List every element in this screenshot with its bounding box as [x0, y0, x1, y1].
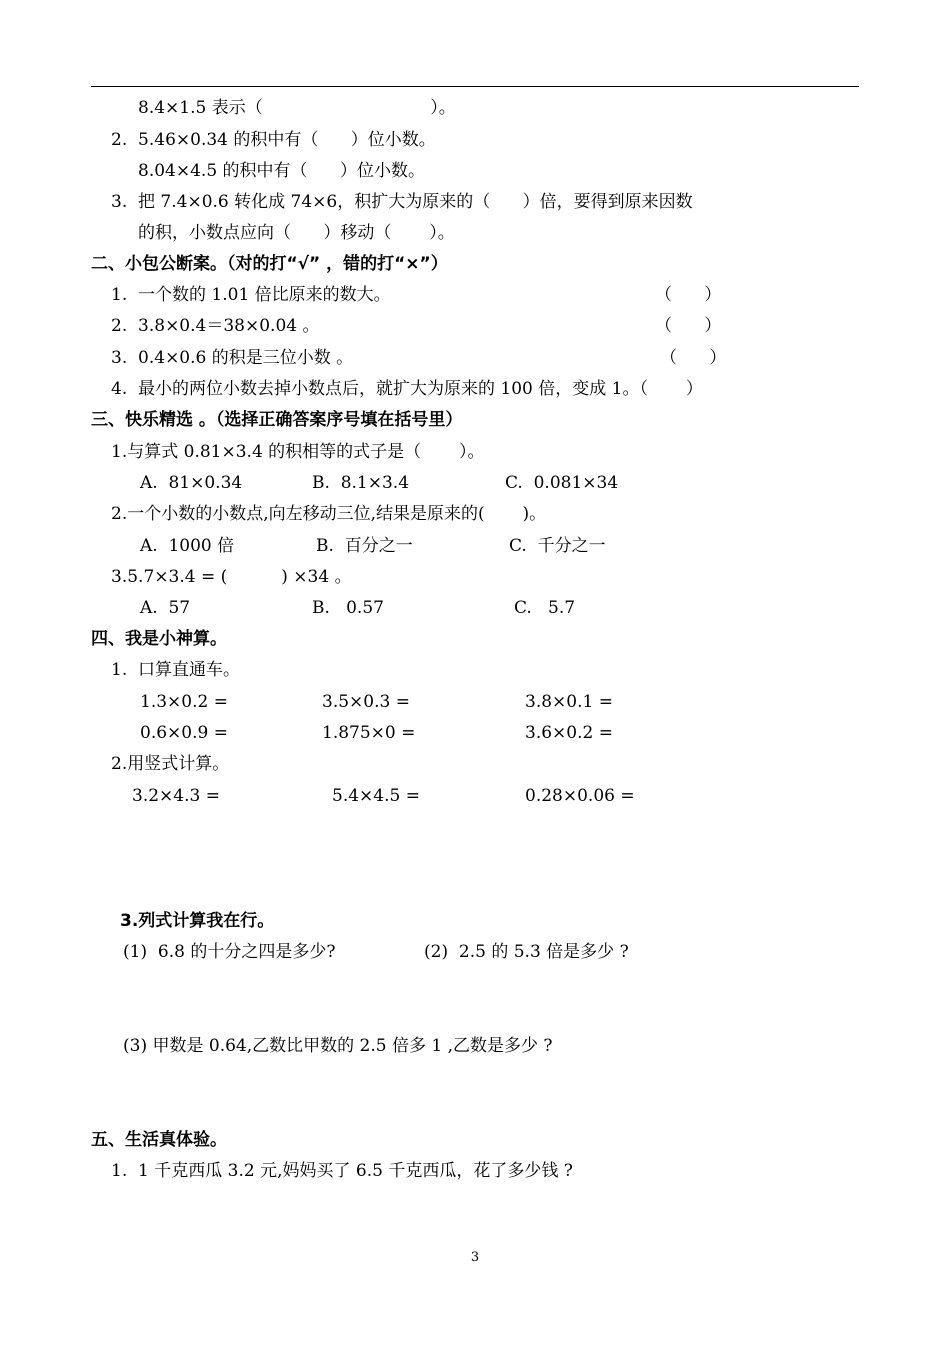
sec3-q1-option-a: A. 81×0.34 [140, 473, 243, 493]
sec3-q3: 3.5.7×3.4 = ( ) ×34 。 [111, 567, 352, 587]
sec3-q2-option-c: C. 千分之一 [509, 536, 606, 556]
sec1-line-1: 8.4×1.5 表示（ ）。 [138, 98, 456, 118]
sec1-line-3: 8.04×4.5 的积中有（ ）位小数。 [138, 161, 425, 181]
sec4-vertical-1: 3.2×4.3 = [132, 786, 220, 806]
sec3-q2-option-b: B. 百分之一 [316, 536, 413, 556]
page-number: 3 [470, 1250, 480, 1265]
sec5-title: 五、生活真体验。 [91, 1130, 227, 1150]
sec1-line-2: 2. 5.46×0.34 的积中有（ ）位小数。 [111, 130, 436, 150]
sec3-q1-option-c: C. 0.081×34 [505, 473, 619, 493]
sec2-q3-paren: （ ） [660, 348, 727, 368]
sec4-part2: 2.用竖式计算。 [111, 754, 230, 774]
sec2-q2: 2. 3.8×0.4＝38×0.04 。 [111, 316, 320, 336]
sec2-q3: 3. 0.4×0.6 的积是三位小数 。 [111, 348, 354, 368]
sec4-word-3: (3) 甲数是 0.64,乙数比甲数的 2.5 倍多 1 ,乙数是多少 ? [123, 1036, 553, 1056]
sec4-r1c1: 1.3×0.2 = [140, 692, 228, 712]
sec4-vertical-2: 5.4×4.5 = [332, 786, 420, 806]
sec3-q3-option-c: C. 5.7 [514, 598, 576, 618]
sec4-r2c1: 0.6×0.9 = [140, 723, 228, 743]
sec3-q3-option-b: B. 0.57 [312, 598, 384, 618]
sec2-q4: 4. 最小的两位小数去掉小数点后，就扩大为原来的 100 倍，变成 1。（ ） [111, 379, 703, 399]
sec4-word-2: (2) 2.5 的 5.3 倍是多少 ? [424, 942, 629, 962]
sec3-q1-option-b: B. 8.1×3.4 [312, 473, 410, 493]
sec4-r1c2: 3.5×0.3 = [322, 692, 410, 712]
sec4-part1: 1. 口算直通车。 [111, 660, 241, 680]
sec2-q1: 1. 一个数的 1.01 倍比原来的数大。 [111, 285, 391, 305]
sec1-line-5: 的积，小数点应向（ ）移动（ ）。 [138, 223, 455, 243]
sec4-r1c3: 3.8×0.1 = [525, 692, 613, 712]
sec4-title: 四、我是小神算。 [91, 629, 227, 649]
sec2-q1-paren: （ ） [655, 285, 722, 305]
sec4-word-1: (1) 6.8 的十分之四是多少? [123, 942, 336, 962]
sec5-q1: 1. 1 千克西瓜 3.2 元,妈妈买了 6.5 千克西瓜，花了多少钱 ? [111, 1161, 573, 1181]
sec3-q2-option-a: A. 1000 倍 [140, 536, 235, 556]
sec4-r2c3: 3.6×0.2 = [525, 723, 613, 743]
sec2-q2-paren: （ ） [655, 316, 722, 336]
sec3-q2: 2.一个小数的小数点,向左移动三位,结果是原来的( )。 [111, 504, 547, 524]
sec1-line-4: 3. 把 7.4×0.6 转化成 74×6，积扩大为原来的（ ）倍，要得到原来因数 [111, 192, 693, 212]
sec4-part3: 3.列式计算我在行。 [120, 911, 275, 931]
sec2-title: 二、小包公断案。（对的打“√” ，错的打“×”） [91, 254, 448, 274]
sec3-q1: 1.与算式 0.81×3.4 的积相等的式子是（ ）。 [111, 442, 485, 462]
sec4-vertical-3: 0.28×0.06 = [525, 786, 635, 806]
sec3-q3-option-a: A. 57 [140, 598, 191, 618]
sec3-title: 三、快乐精选 。（选择正确答案序号填在括号里） [91, 410, 463, 430]
sec4-r2c2: 1.875×0 = [322, 723, 416, 743]
header-rule [91, 86, 859, 87]
